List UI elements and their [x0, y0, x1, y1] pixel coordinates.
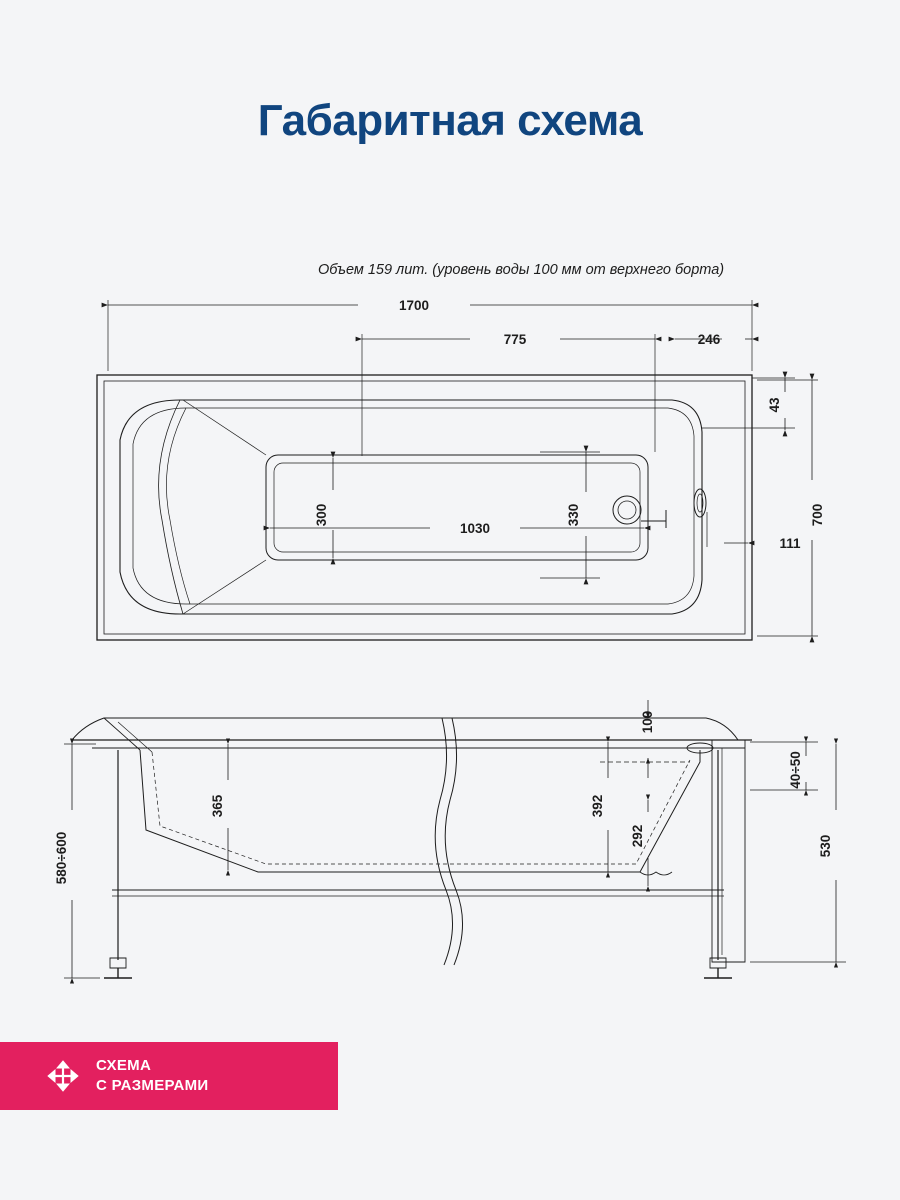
dimension-label-1030: 1030: [459, 521, 491, 536]
dimension-label-1700: 1700: [398, 298, 430, 313]
volume-note: Объем 159 лит. (уровень воды 100 мм от верхнего борта): [318, 262, 725, 278]
dimension-label-580-600: 580÷600: [54, 831, 69, 885]
status-badge: [0, 1042, 338, 1110]
dimension-label-300: 300: [314, 503, 329, 527]
dimension-label-100: 100: [640, 710, 655, 734]
dimension-label-775: 775: [503, 332, 527, 347]
dimension-label-365: 365: [210, 794, 225, 818]
dimension-label-246: 246: [697, 332, 721, 347]
dimension-label-40-50: 40÷50: [788, 751, 803, 789]
dimension-label-700: 700: [810, 503, 825, 527]
four-way-arrows-icon: [46, 1059, 80, 1093]
dimension-label-292: 292: [630, 824, 645, 848]
dimension-label-111: 111: [779, 536, 801, 551]
dimension-label-392: 392: [590, 794, 605, 818]
badge-line-1: СХЕМА: [96, 1056, 152, 1074]
dimension-label-530: 530: [818, 834, 833, 858]
page-title: Габаритная схема: [257, 96, 643, 145]
badge-line-2: С РАЗМЕРАМИ: [96, 1077, 209, 1094]
dimension-label-330: 330: [566, 503, 581, 527]
dimension-label-43: 43: [767, 397, 782, 413]
badge-text: [96, 1056, 209, 1097]
